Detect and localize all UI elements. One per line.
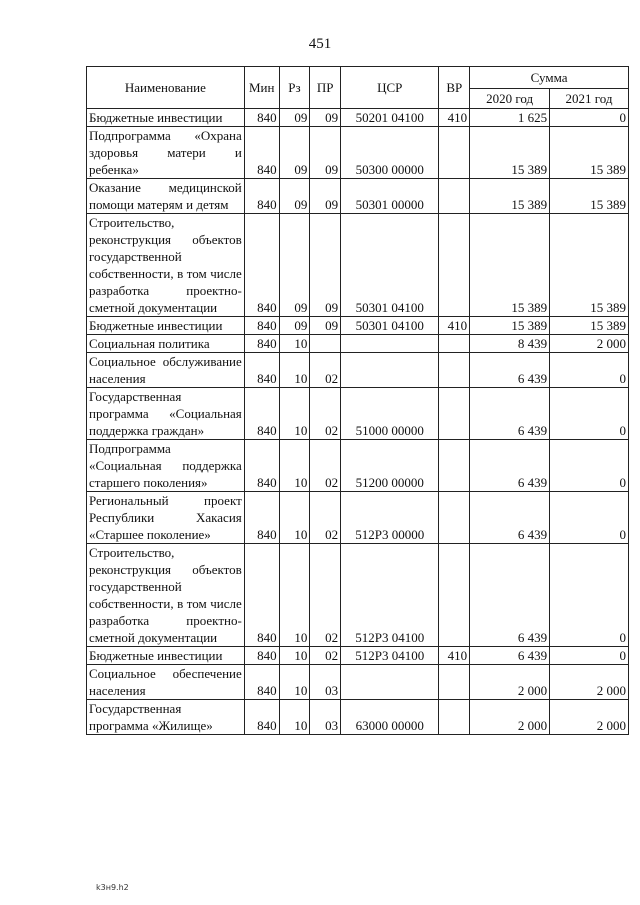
cell-min: 840 — [244, 109, 279, 127]
cell-2021: 2 000 — [550, 665, 629, 700]
cell-vr — [439, 388, 470, 440]
cell-vr — [439, 353, 470, 388]
cell-pr: 09 — [310, 109, 341, 127]
cell-2020: 2 000 — [470, 665, 550, 700]
cell-vr — [439, 700, 470, 735]
cell-vr: 410 — [439, 317, 470, 335]
cell-csr: 50301 04100 — [341, 214, 439, 317]
cell-name: Подпрограмма «Социальная поддержка старшего поколения» — [87, 440, 245, 492]
header-rz: Рз — [279, 67, 310, 109]
cell-2021: 0 — [550, 353, 629, 388]
cell-csr: 50201 04100 — [341, 109, 439, 127]
cell-csr: 50301 00000 — [341, 179, 439, 214]
table-row — [87, 492, 629, 544]
cell-vr — [439, 492, 470, 544]
table-row — [87, 665, 629, 700]
cell-rz: 09 — [279, 127, 310, 179]
cell-pr: 02 — [310, 388, 341, 440]
cell-vr — [439, 179, 470, 214]
cell-2021: 0 — [550, 109, 629, 127]
cell-pr: 03 — [310, 665, 341, 700]
cell-2021: 15 389 — [550, 127, 629, 179]
cell-2020: 15 389 — [470, 127, 550, 179]
cell-rz: 09 — [279, 109, 310, 127]
cell-csr — [341, 353, 439, 388]
cell-rz: 10 — [279, 388, 310, 440]
table-row — [87, 700, 629, 735]
cell-min: 840 — [244, 665, 279, 700]
cell-2020: 1 625 — [470, 109, 550, 127]
cell-2021: 15 389 — [550, 179, 629, 214]
cell-2020: 15 389 — [470, 179, 550, 214]
cell-rz: 10 — [279, 353, 310, 388]
cell-min: 840 — [244, 179, 279, 214]
cell-2020: 6 439 — [470, 440, 550, 492]
table-header — [87, 67, 629, 109]
cell-2021: 15 389 — [550, 214, 629, 317]
cell-vr — [439, 127, 470, 179]
cell-csr: 512P3 04100 — [341, 647, 439, 665]
cell-pr: 02 — [310, 544, 341, 647]
table-row — [87, 335, 629, 353]
cell-pr: 02 — [310, 440, 341, 492]
header-sum: Сумма — [470, 67, 629, 89]
cell-2021: 0 — [550, 440, 629, 492]
cell-rz: 09 — [279, 214, 310, 317]
cell-rz: 10 — [279, 440, 310, 492]
cell-rz: 10 — [279, 700, 310, 735]
cell-min: 840 — [244, 647, 279, 665]
cell-name: Строительство, реконструкция объектов государственной собственности, в том числе разработка проектно-сметной документации — [87, 214, 245, 317]
cell-name: Социальная политика — [87, 335, 245, 353]
cell-2020: 15 389 — [470, 317, 550, 335]
cell-pr: 09 — [310, 214, 341, 317]
cell-2020: 8 439 — [470, 335, 550, 353]
cell-2021: 15 389 — [550, 317, 629, 335]
page-number: 451 — [308, 36, 332, 52]
cell-2021: 0 — [550, 544, 629, 647]
cell-pr: 09 — [310, 317, 341, 335]
cell-min: 840 — [244, 335, 279, 353]
cell-2021: 0 — [550, 647, 629, 665]
cell-name: Социальное обслуживание населения — [87, 353, 245, 388]
cell-pr: 09 — [310, 179, 341, 214]
cell-rz: 10 — [279, 492, 310, 544]
cell-2020: 6 439 — [470, 647, 550, 665]
cell-pr: 02 — [310, 492, 341, 544]
table-body — [87, 109, 629, 735]
cell-2021: 2 000 — [550, 335, 629, 353]
cell-csr: 63000 00000 — [341, 700, 439, 735]
cell-csr: 51200 00000 — [341, 440, 439, 492]
header-year-2020: 2020 год — [470, 89, 550, 109]
table-row — [87, 127, 629, 179]
cell-min: 840 — [244, 317, 279, 335]
cell-rz: 10 — [279, 335, 310, 353]
cell-pr — [310, 335, 341, 353]
table-row — [87, 353, 629, 388]
footer-code: k3н9.h2 — [96, 883, 129, 892]
cell-name: Социальное обеспечение населения — [87, 665, 245, 700]
cell-2020: 6 439 — [470, 388, 550, 440]
cell-name: Бюджетные инвестиции — [87, 647, 245, 665]
table-row — [87, 214, 629, 317]
cell-pr: 09 — [310, 127, 341, 179]
cell-rz: 10 — [279, 544, 310, 647]
cell-2021: 0 — [550, 492, 629, 544]
cell-pr: 02 — [310, 353, 341, 388]
cell-rz: 10 — [279, 665, 310, 700]
header-vr: ВР — [439, 67, 470, 109]
cell-min: 840 — [244, 544, 279, 647]
header-year-2021: 2021 год — [550, 89, 629, 109]
cell-min: 840 — [244, 440, 279, 492]
cell-2021: 2 000 — [550, 700, 629, 735]
budget-table — [86, 66, 629, 735]
cell-vr — [439, 665, 470, 700]
cell-min: 840 — [244, 492, 279, 544]
cell-vr — [439, 214, 470, 317]
table-row — [87, 388, 629, 440]
table-row — [87, 440, 629, 492]
cell-name: Региональный проект Республики Хакасия «Старшее поколение» — [87, 492, 245, 544]
cell-vr — [439, 335, 470, 353]
cell-csr: 512P3 00000 — [341, 492, 439, 544]
cell-csr: 512P3 04100 — [341, 544, 439, 647]
cell-csr: 50301 04100 — [341, 317, 439, 335]
cell-2020: 6 439 — [470, 353, 550, 388]
header-csr: ЦСР — [341, 67, 439, 109]
cell-rz: 09 — [279, 317, 310, 335]
cell-csr — [341, 335, 439, 353]
header-min: Мин — [244, 67, 279, 109]
cell-2021: 0 — [550, 388, 629, 440]
cell-rz: 09 — [279, 179, 310, 214]
cell-csr: 51000 00000 — [341, 388, 439, 440]
cell-pr: 03 — [310, 700, 341, 735]
cell-pr: 02 — [310, 647, 341, 665]
cell-vr — [439, 440, 470, 492]
cell-min: 840 — [244, 353, 279, 388]
cell-csr: 50300 00000 — [341, 127, 439, 179]
table-row — [87, 544, 629, 647]
table-row — [87, 179, 629, 214]
table-row — [87, 317, 629, 335]
cell-vr: 410 — [439, 647, 470, 665]
cell-csr — [341, 665, 439, 700]
cell-name: Бюджетные инвестиции — [87, 109, 245, 127]
cell-2020: 15 389 — [470, 214, 550, 317]
cell-min: 840 — [244, 700, 279, 735]
cell-vr: 410 — [439, 109, 470, 127]
cell-min: 840 — [244, 127, 279, 179]
cell-name: Государственная программа «Жилище» — [87, 700, 245, 735]
header-name: Наименование — [87, 67, 245, 109]
cell-min: 840 — [244, 388, 279, 440]
cell-name: Строительство, реконструкция объектов государственной собственности, в том числе разработка проектно-сметной документации — [87, 544, 245, 647]
cell-name: Государственная программа «Социальная поддержка граждан» — [87, 388, 245, 440]
table-row — [87, 647, 629, 665]
cell-name: Оказание медицинской помощи матерям и детям — [87, 179, 245, 214]
cell-2020: 2 000 — [470, 700, 550, 735]
cell-min: 840 — [244, 214, 279, 317]
cell-name: Бюджетные инвестиции — [87, 317, 245, 335]
cell-2020: 6 439 — [470, 544, 550, 647]
cell-name: Подпрограмма «Охрана здоровья матери и ребенка» — [87, 127, 245, 179]
header-pr: ПР — [310, 67, 341, 109]
cell-2020: 6 439 — [470, 492, 550, 544]
table-row — [87, 109, 629, 127]
cell-rz: 10 — [279, 647, 310, 665]
cell-vr — [439, 544, 470, 647]
